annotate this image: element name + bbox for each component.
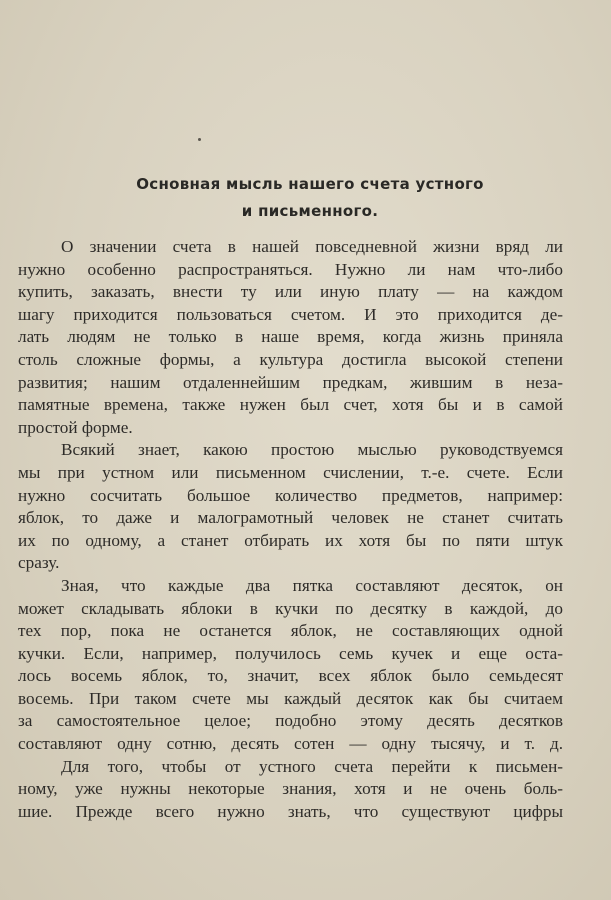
text-line: памятные времена, также нужен был счет, хотя бы и в самой: [18, 395, 563, 415]
chapter-title: [60, 171, 560, 225]
text-line: сразу.: [18, 553, 60, 573]
text-line: составляют одну сотню, десять сотен — одну тысячу, и т. д.: [18, 734, 563, 754]
text-line: за самостоятельное целое; подобно этому десять десятков: [18, 711, 563, 731]
text-line: нужно сосчитать большое количество предметов, например:: [18, 485, 563, 505]
text-line: может складывать яблоки в кучки по десятку в каждой, до: [18, 598, 563, 618]
text-line: шие. Прежде всего нужно знать, что существуют цифры: [18, 801, 563, 821]
text-line: простой форме.: [18, 417, 133, 437]
text-line: О значении счета в нашей повседневной жизни вряд ли: [61, 237, 563, 256]
text-line: Зная, что каждые два пятка составляют десяток, он: [61, 575, 563, 595]
text-line: Всякий знает, какою простою мыслью руководствуемся: [61, 440, 563, 460]
text-line: купить, заказать, внести ту или иную плату — на каждом: [18, 282, 563, 302]
text-line: столь сложные формы, а культура достигла высокой степени: [18, 349, 563, 369]
chapter-title-line: Основная мысль нашего счета устного: [136, 175, 484, 193]
text-line: развития; нашим отдаленнейшим предкам, жившим в неза-: [18, 372, 563, 392]
text-line: кучки. Если, например, получилось семь кучек и еще оста-: [18, 643, 563, 663]
chapter-title-line: и письменного.: [241, 202, 379, 220]
text-line: шагу приходится пользоваться счетом. И это приходится де-: [18, 304, 563, 324]
text-line: ному, уже нужны некоторые знания, хотя и не очень боль-: [18, 779, 563, 799]
print-speck: [198, 138, 201, 141]
text-line: мы при устном или письменном счислении, т.-е. счете. Если: [18, 462, 563, 482]
text-line: Для того, чтобы от устного счета перейти к письмен-: [61, 756, 563, 776]
text-line: лось восемь яблок, то, значит, всех яблок было семьдесят: [18, 666, 563, 686]
body-text: [18, 236, 563, 823]
text-line: их по одному, а станет отбирать их хотя бы по пяти штук: [18, 530, 563, 550]
text-line: лать людям не только в наше время, когда жизнь приняла: [18, 327, 563, 347]
text-line: нужно особенно распространяться. Нужно ли нам что-либо: [18, 259, 563, 279]
text-line: яблок, то даже и малограмотный человек не станет считать: [18, 508, 563, 528]
text-line: тех пор, пока не останется яблок, не составляющих одной: [18, 621, 563, 641]
text-line: восемь. При таком счете мы каждый десяток как бы считаем: [18, 688, 563, 708]
